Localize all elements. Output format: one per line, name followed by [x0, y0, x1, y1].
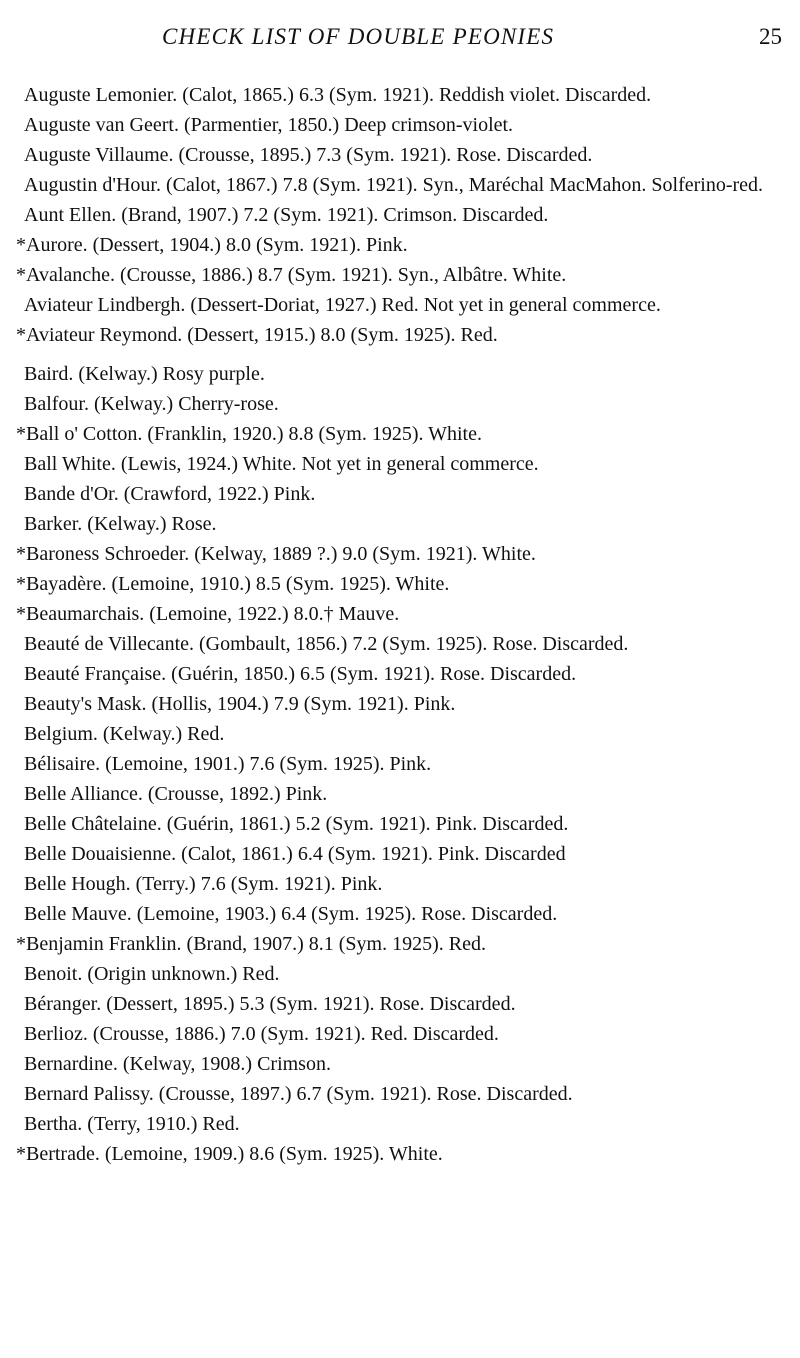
recommended-marker: * [16, 324, 26, 346]
list-item [18, 603, 788, 625]
list-item [24, 843, 788, 865]
entry-text: Bernard Palissy. (Crousse, 1897.) 6.7 (Sym. 1921). Rose. Discarded. [24, 1083, 573, 1105]
entry-text: Belle Châtelaine. (Guérin, 1861.) 5.2 (Sym. 1921). Pink. Discarded. [24, 813, 569, 835]
list-item [18, 234, 788, 256]
list-item [24, 723, 788, 745]
entry-text: Bertha. (Terry, 1910.) Red. [24, 1113, 240, 1135]
list-item [24, 993, 788, 1015]
list-item [24, 483, 788, 505]
entry-text: Ball White. (Lewis, 1924.) White. Not yet in general commerce. [24, 453, 539, 475]
recommended-marker: * [16, 573, 26, 595]
entry-text: Benjamin Franklin. (Brand, 1907.) 8.1 (Sym. 1925). Red. [26, 933, 486, 955]
list-item [18, 324, 788, 346]
recommended-marker: * [16, 933, 26, 955]
page-header [0, 24, 800, 54]
entry-text: Auguste van Geert. (Parmentier, 1850.) Deep crimson-violet. [24, 114, 514, 136]
entry-text: Aurore. (Dessert, 1904.) 8.0 (Sym. 1921). Pink. [26, 234, 408, 256]
entry-text: Augustin d'Hour. (Calot, 1867.) 7.8 (Sym. 1921). Syn., Maréchal MacMahon. Solferino-red. [24, 174, 764, 196]
list-item [24, 1023, 788, 1045]
recommended-marker: * [16, 543, 26, 565]
list-item [24, 873, 788, 895]
list-item [24, 294, 788, 316]
entry-text: Aviateur Lindbergh. (Dessert-Doriat, 1927.) Red. Not yet in general commerce. [24, 294, 661, 316]
list-item [18, 1143, 788, 1165]
entry-text: Belle Hough. (Terry.) 7.6 (Sym. 1921). Pink. [24, 873, 383, 895]
recommended-marker: * [16, 234, 26, 256]
list-item [24, 1083, 788, 1105]
peony-check-list [16, 84, 788, 1173]
entry-text: Barker. (Kelway.) Rose. [24, 513, 217, 535]
entry-text: Belle Mauve. (Lemoine, 1903.) 6.4 (Sym. 1925). Rose. Discarded. [24, 903, 558, 925]
list-item [24, 633, 788, 655]
entry-text: Avalanche. (Crousse, 1886.) 8.7 (Sym. 1921). Syn., Albâtre. White. [26, 264, 567, 286]
entry-text: Beaumarchais. (Lemoine, 1922.) 8.0.† Mauve. [26, 603, 400, 625]
list-item [24, 453, 788, 475]
list-item [24, 1113, 788, 1135]
entry-text: Belgium. (Kelway.) Red. [24, 723, 225, 745]
entry-text: Ball o' Cotton. (Franklin, 1920.) 8.8 (Sym. 1925). White. [26, 423, 482, 445]
list-item [18, 264, 788, 286]
entry-text: Auguste Villaume. (Crousse, 1895.) 7.3 (Sym. 1921). Rose. Discarded. [24, 144, 593, 166]
list-item [24, 753, 788, 775]
list-item [24, 144, 788, 166]
list-item [24, 513, 788, 535]
list-item [24, 783, 788, 805]
list-item [18, 423, 788, 445]
running-title: CHECK LIST OF DOUBLE PEONIES [162, 24, 555, 49]
entry-text: Belle Alliance. (Crousse, 1892.) Pink. [24, 783, 328, 805]
list-item [24, 114, 788, 136]
list-item [18, 573, 788, 595]
list-item [24, 693, 788, 715]
entry-text: Aunt Ellen. (Brand, 1907.) 7.2 (Sym. 1921). Crimson. Discarded. [24, 204, 549, 226]
list-item [24, 393, 788, 415]
list-item [24, 1053, 788, 1075]
entry-text: Bélisaire. (Lemoine, 1901.) 7.6 (Sym. 1925). Pink. [24, 753, 432, 775]
page-number: 25 [759, 24, 782, 49]
list-item [24, 174, 788, 196]
entry-text: Bernardine. (Kelway, 1908.) Crimson. [24, 1053, 331, 1075]
recommended-marker: * [16, 1143, 26, 1165]
list-item [18, 543, 788, 565]
entry-text: Benoit. (Origin unknown.) Red. [24, 963, 280, 985]
list-item [24, 663, 788, 685]
entry-text: Belle Douaisienne. (Calot, 1861.) 6.4 (Sym. 1921). Pink. Discarded [24, 843, 566, 865]
list-item [24, 363, 788, 385]
entry-text: Bayadère. (Lemoine, 1910.) 8.5 (Sym. 1925). White. [26, 573, 450, 595]
entry-text: Beauty's Mask. (Hollis, 1904.) 7.9 (Sym. 1921). Pink. [24, 693, 456, 715]
entry-text: Balfour. (Kelway.) Cherry-rose. [24, 393, 279, 415]
recommended-marker: * [16, 423, 26, 445]
recommended-marker: * [16, 264, 26, 286]
entry-text: Baird. (Kelway.) Rosy purple. [24, 363, 265, 385]
entry-text: Berlioz. (Crousse, 1886.) 7.0 (Sym. 1921). Red. Discarded. [24, 1023, 499, 1045]
list-item [24, 204, 788, 226]
list-item [24, 903, 788, 925]
entry-text: Beauté de Villecante. (Gombault, 1856.) 7.2 (Sym. 1925). Rose. Discarded. [24, 633, 629, 655]
entry-text: Beauté Française. (Guérin, 1850.) 6.5 (Sym. 1921). Rose. Discarded. [24, 663, 577, 685]
entry-text: Béranger. (Dessert, 1895.) 5.3 (Sym. 1921). Rose. Discarded. [24, 993, 516, 1015]
list-item [24, 84, 788, 106]
list-item [24, 963, 788, 985]
list-item [24, 813, 788, 835]
recommended-marker: * [16, 603, 26, 625]
entry-text: Bertrade. (Lemoine, 1909.) 8.6 (Sym. 1925). White. [26, 1143, 443, 1165]
list-item [18, 933, 788, 955]
entry-text: Auguste Lemonier. (Calot, 1865.) 6.3 (Sym. 1921). Reddish violet. Discarded. [24, 84, 652, 106]
entry-text: Baroness Schroeder. (Kelway, 1889 ?.) 9.0 (Sym. 1921). White. [26, 543, 536, 565]
entry-text: Bande d'Or. (Crawford, 1922.) Pink. [24, 483, 316, 505]
entry-text: Aviateur Reymond. (Dessert, 1915.) 8.0 (Sym. 1925). Red. [26, 324, 498, 346]
